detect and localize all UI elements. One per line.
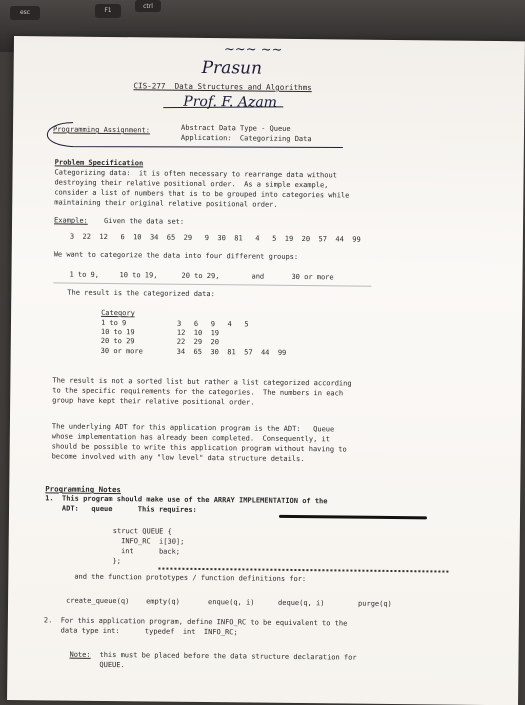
result-intro: The result is the categorized data: [67, 288, 215, 299]
laptop-key: ctrl [135, 0, 161, 12]
notes-item-1: 1. This program should make use of the ARRAY IMPLEMENTATION of the [45, 494, 328, 506]
spec-line: maintaining their original relative positional order. [54, 198, 278, 209]
table-values: 22 29 20 [176, 337, 220, 347]
function-name: deque(q, i) [278, 598, 325, 608]
spec-line: Categorizing data: it is often necessary to rearrange data without [54, 168, 337, 180]
notes-item-1-cont: ADT: queue This requires: [45, 504, 197, 514]
note-text: this must be placed before the data structure declaration for [99, 650, 357, 662]
table-values: 34 65 30 81 57 44 99 [176, 347, 287, 357]
table-category: 20 to 29 [100, 336, 135, 346]
divider [53, 282, 371, 286]
paragraph-line: The underlying ADT for this application program is the ADT: Queue [51, 422, 335, 434]
paragraph-line: whose implementation has already been completed. Consequently, it [51, 432, 330, 444]
paragraph-line: The result is not a sorted list but rather a list categorized according [52, 376, 352, 388]
note-label: Note: [69, 650, 91, 659]
table-values: 12 10 19 [176, 328, 220, 338]
function-name: purge(q) [358, 599, 392, 608]
example-data-set: 3 22 12 6 10 34 65 29 9 30 81 4 5 19 20 57 44 99 [69, 232, 361, 244]
function-name: enque(q, i) [208, 598, 255, 607]
struct-line: INFO_RC i[30]; [112, 537, 185, 546]
handwritten-name: Prof. F. Azam [183, 93, 278, 111]
group-label: and [251, 272, 265, 281]
example-want: We want to categorize the data into four different groups: [53, 250, 299, 261]
function-name: empty(q) [146, 597, 180, 606]
group-label: 20 to 29, [181, 271, 220, 281]
table-values: 3 6 9 4 5 [176, 319, 249, 329]
table-category: 30 or more [100, 346, 143, 356]
group-label: 1 to 9, [69, 270, 100, 279]
paragraph-line: group have kept their relative positional order. [52, 396, 255, 407]
function-name: create_queue(q) [66, 596, 130, 606]
struct-line: int back; [112, 547, 181, 556]
course-title: CIS-277 Data Structures and Algorithms [133, 81, 312, 93]
spec-heading: Problem Specification [54, 158, 144, 168]
paragraph-line: should be possible to write this application program without having to [51, 442, 347, 454]
example-label: Example: [54, 216, 88, 225]
paragraph-line: to the specific requirements for the categories. The numbers in each [52, 386, 344, 398]
ink-underline [279, 515, 427, 520]
note-text: QUEUE. [99, 660, 125, 670]
example-intro: Given the data set: [104, 216, 185, 226]
assignment-label: Programming Assignment: [52, 125, 150, 135]
struct-line: }; [112, 557, 121, 566]
assignment-title-1: Abstract Data Type - Queue [181, 123, 291, 133]
group-label: 30 or more [291, 272, 334, 282]
paragraph-line: become involved with any "low level" data structure details. [51, 452, 305, 464]
spec-line: consider a list of numbers that is to be grouped into categories while [54, 188, 350, 200]
group-label: 10 to 19, [119, 271, 158, 280]
table-category: 1 to 9 [100, 318, 127, 328]
laptop-key: F1 [95, 4, 121, 18]
table-category: 10 to 19 [100, 327, 135, 337]
notes-heading: Programming Notes [45, 484, 121, 495]
functions-intro: and the function prototypes / function definitions for: [74, 572, 307, 584]
handwritten-signature: Prasun [201, 57, 263, 79]
scribble [158, 568, 448, 573]
spec-line: destroying their relative positional order. As a simple example, [54, 178, 329, 190]
laptop-key: esc [10, 6, 40, 20]
assignment-title-2: Application: Categorizing Data [180, 133, 312, 144]
assignment-sheet [7, 36, 525, 705]
notes-item-2: 2. For this application program, define INFO_RC to be equivalent to the [43, 616, 348, 628]
table-header: Category [101, 308, 135, 318]
notes-item-2-cont: data type int: typedef int INFO_RC; [43, 626, 238, 637]
struct-line: struct QUEUE { [112, 527, 172, 536]
handwritten-note: ~~~ ~~ [223, 42, 283, 58]
